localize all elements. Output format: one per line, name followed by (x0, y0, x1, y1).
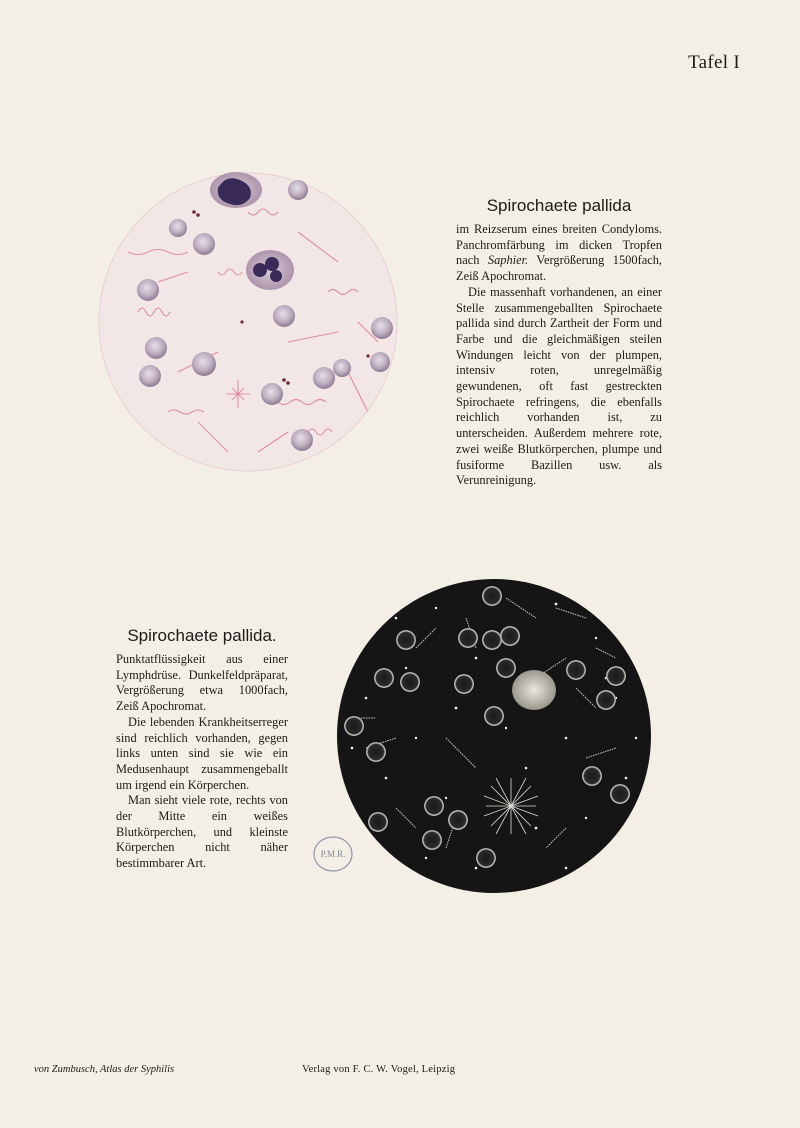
footer-atlas-title: von Zumbusch, Atlas der Syphilis (34, 1064, 175, 1075)
plate-label: Tafel I (688, 52, 740, 73)
stamp-text: P.M.R. (320, 849, 346, 859)
top-figure-paragraph-2: Die massenhaft vorhandenen, an einer Stelle zusammengeballten Spirochaete pallida sind durch Zartheit der Form und Farbe und die gleichmäßigen steilen Windungen leicht von der plumpen, intensiv roten, unregelmäßig gewundenen, oft fast gestreckten Spirochaete refringens, die ebenfalls reichlich vorhanden ist, zu unterscheiden. Außerdem mehrere rote, zwei weiße Blutkörperchen, plumpe und fusiforme Bazillen usw. als Verunreinigung. (456, 284, 662, 488)
bottom-figure-heading: Spirochaete pallida. (127, 626, 277, 645)
darkfield-microscope-field (336, 578, 652, 894)
bottom-figure-caption (116, 626, 288, 872)
library-stamp (312, 834, 354, 874)
top-figure-paragraph-1: im Reizserum eines breiten Condyloms. Panchromfärbung im dicken Tropfen nach Saphier. Vergrößerung 1500fach, Zeiß Apochromat. (456, 222, 662, 284)
footer-publisher: Verlag von F. C. W. Vogel, Leipzig (302, 1064, 456, 1075)
top-figure-heading: Spirochaete pallida (486, 196, 632, 215)
stained-microscope-field (98, 172, 398, 472)
bottom-figure-paragraph-1: Punktatflüssigkeit aus einer Lymphdrüse. Dunkelfeldpräparat, Vergrößerung etwa 1000fach, Zeiß Apochromat. (116, 652, 288, 714)
bottom-figure-paragraph-3: Man sieht viele rote, rechts von der Mitte ein weißes Blutkörperchen, und kleinste Körperchen nicht näher bestimmbarer Art. (116, 793, 288, 871)
top-figure-caption (456, 196, 662, 489)
bottom-figure-paragraph-2: Die lebenden Krankheitserreger sind reichlich vorhanden, gegen links unten sind sie wie ein Medusenhaupt zusammengeballt um irgend ein Körperchen. (116, 714, 288, 792)
